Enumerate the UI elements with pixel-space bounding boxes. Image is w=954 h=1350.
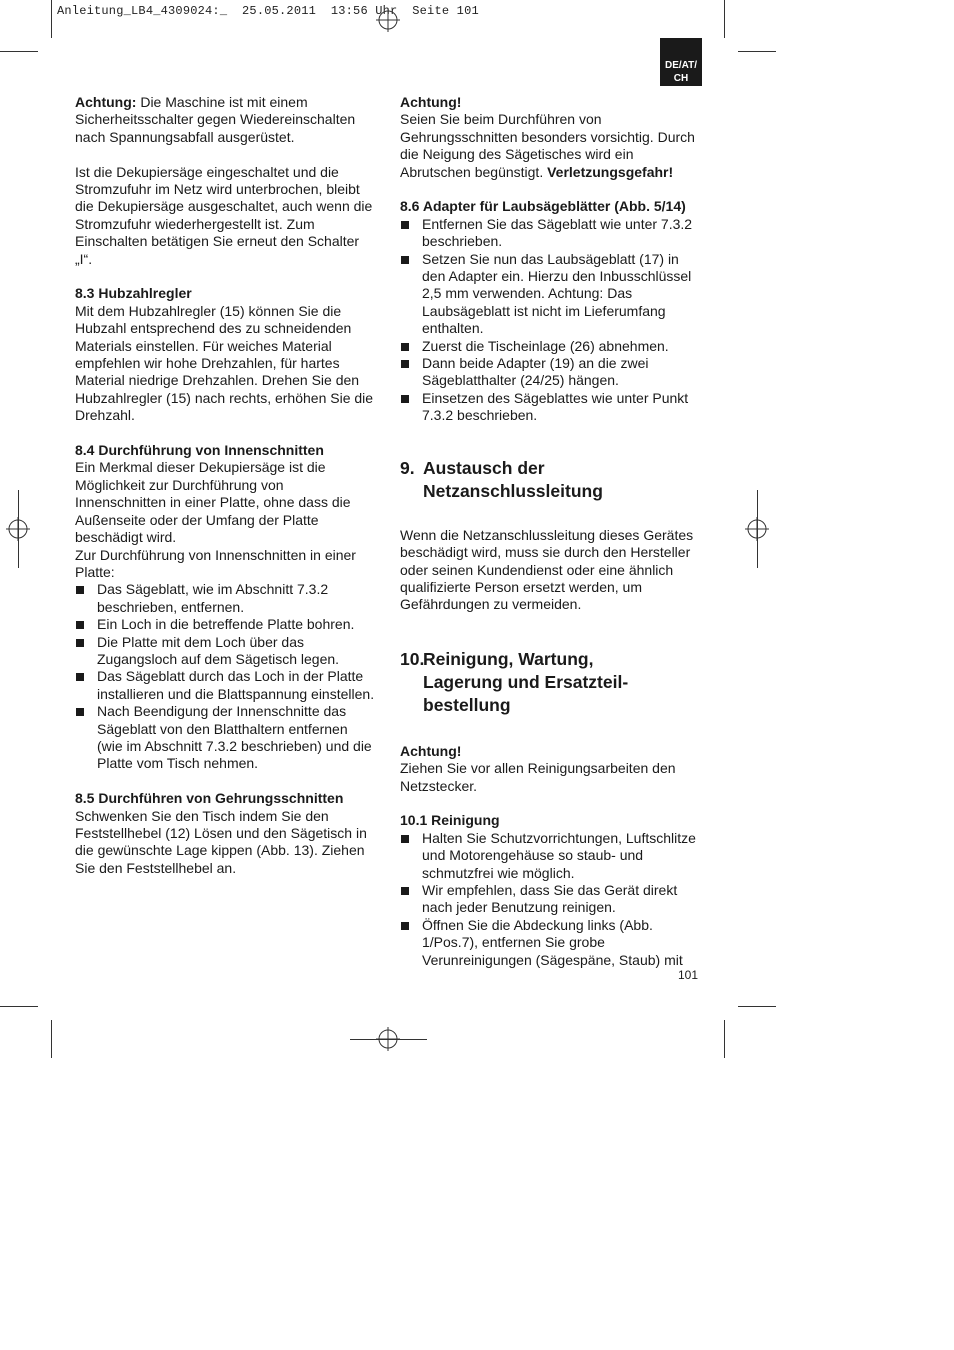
language-tab (660, 38, 702, 86)
chapter-9-text: Wenn die Netzanschlussleitung dieses Gerätes beschädigt wird, muss sie durch den Hersteller oder seinen Kundendienst oder eine ähnlich qualifizierte Person ersetzt werden, um Gefährdungen zu vermeiden. (400, 526, 694, 613)
chapter-10-title: Reinigung, Wartung, Lagerung und Ersatzteil- bestellung (423, 648, 629, 715)
miter-warning-text: Seien Sie beim Durchführen von Gehrungsschnitten besonders vorsichtig. Durch die Neigung des Sägetisches wird ein Abrutschen begünstigt. (400, 111, 695, 180)
list-item: Wir empfehlen, dass Sie das Gerät direkt nach jeder Benutzung reinigen. (400, 882, 705, 917)
section-8-4-intro: Zur Durchführung von Innenschnitten in einer Platte: (75, 546, 356, 580)
list-item: Setzen Sie nun das Laubsägeblatt (17) in den Adapter ein. Hierzu den Inbusschlüssel 2,5 mm verwenden. Achtung: Das Laubsägeblatt ist nicht im Lieferumfang enthalten. (400, 251, 705, 338)
language-tab-line1: DE/AT/ (664, 60, 698, 71)
restart-note: Ist die Dekupiersäge eingeschaltet und die Stromzufuhr im Netz wird unterbrochen, bleibt die Dekupiersäge ausgeschaltet, auch wenn die Stromzufuhr wiederhergestellt ist. Zum Einschalten betätigen Sie erneut den Schalter „I“. (75, 163, 373, 267)
list-item: Das Sägeblatt, wie im Abschnitt 7.3.2 beschrieben, entfernen. (75, 581, 375, 616)
list-item: Einsetzen des Sägeblattes wie unter Punkt 7.3.2 beschrieben. (400, 390, 705, 425)
list-item: Entfernen Sie das Sägeblatt wie unter 7.3.2 beschrieben. (400, 216, 705, 251)
crop-mark-top-left-v (51, 0, 52, 38)
section-8-3-text: Mit dem Hubzahlregler (15) können Sie die Hubzahl entsprechend des zu schneidenden Materials einstellen. Für weiches Material empfehlen wir hohe Drehzahlen, für hartes Material niedrige Drehzahlen. Drehen Sie den Hubzahlregler (15) nach rechts, erhöhen Sie die Drehzahl. (75, 302, 374, 424)
left-column (75, 94, 375, 877)
crop-mark-top-left-h (0, 51, 38, 52)
chapter-9-heading (400, 457, 705, 503)
section-8-3-title: 8.3 Hubzahlregler (75, 285, 192, 302)
achtung-text: Die Maschine ist mit einem Sicherheitsschalter gegen Wiedereinschalten nach Spannungsabfall ausgerüstet. (75, 94, 356, 145)
registration-line-left (18, 490, 19, 568)
list-item: Das Sägeblatt durch das Loch in der Platte installieren und die Blattspannung einstellen. (75, 668, 375, 703)
crop-mark-bottom-left-h (0, 1006, 38, 1007)
chapter-9-number: 9. (400, 457, 415, 478)
registration-line-bottom (350, 1039, 427, 1040)
section-8-4-text: Ein Merkmal dieser Dekupiersäge ist die Möglichkeit zur Durchführung von Innenschnitten in einer Platte, ohne dass die Außenseite oder der Umfang der Platte beschädigt wird. (75, 459, 351, 546)
section-8-6-list (400, 216, 705, 425)
list-item: Öffnen Sie die Abdeckung links (Abb. 1/Pos.7), entfernen Sie grobe Verunreinigungen (Sägespäne, Staub) mit (400, 917, 705, 969)
list-item: Halten Sie Schutzvorrichtungen, Luftschlitze und Motorengehäuse so staub- und schmutzfrei wie möglich. (400, 830, 705, 882)
right-column (400, 94, 705, 969)
list-item: Die Platte mit dem Loch über das Zugangsloch auf dem Sägetisch legen. (75, 634, 375, 669)
chapter-10-heading (400, 648, 705, 717)
achtung-label: Achtung! (400, 742, 462, 759)
miter-warning (400, 111, 705, 181)
registration-line-right (757, 490, 758, 568)
page-number: 101 (678, 968, 699, 982)
section-8-5-text: Schwenken Sie den Tisch indem Sie den Feststellhebel (12) Lösen und den Sägetisch in die gewünschte Lage kippen (Abb. 13). Ziehen Sie den Feststellhebel an. (75, 807, 367, 876)
chapter-10-number: 10. (400, 648, 425, 669)
print-slug: Anleitung_LB4_4309024:_ 25.05.2011 13:56 Uhr Seite 101 (57, 4, 479, 18)
language-tab-line2: CH (673, 73, 689, 84)
section-8-5-title: 8.5 Durchführen von Gehrungsschnitten (75, 790, 344, 807)
list-item: Nach Beendigung der Innenschnitte das Sägeblatt von den Blatthaltern entfernen (wie im Abschnitt 7.3.2 beschrieben) und die Platte vom Tisch nehmen. (75, 703, 375, 773)
crop-mark-top-right-h (738, 51, 776, 52)
crop-mark-bottom-right-h (738, 1006, 776, 1007)
crop-mark-top-right-v (724, 0, 725, 38)
achtung-label: Achtung! (400, 94, 462, 110)
injury-warning: Verletzungsgefahr! (547, 163, 674, 180)
safety-note (75, 94, 375, 146)
cleaning-warning: Ziehen Sie vor allen Reinigungsarbeiten den Netzstecker. (400, 760, 676, 794)
registration-mark-top (376, 8, 400, 32)
chapter-9-title: Austausch der Netzanschlussleitung (423, 457, 603, 501)
section-10-1-list (400, 830, 705, 969)
section-8-4-title: 8.4 Durchführung von Innenschnitten (75, 442, 324, 459)
section-10-1-title: 10.1 Reinigung (400, 812, 500, 829)
section-8-6-title: 8.6 Adapter für Laubsägeblätter (Abb. 5/14) (400, 198, 686, 215)
crop-mark-bottom-left-v (51, 1020, 52, 1058)
section-8-4-list (75, 581, 375, 772)
crop-mark-bottom-right-v (724, 1020, 725, 1058)
achtung-label: Achtung: (75, 94, 137, 110)
list-item: Dann beide Adapter (19) an die zwei Sägeblatthalter (24/25) hängen. (400, 355, 705, 390)
list-item: Zuerst die Tischeinlage (26) abnehmen. (400, 338, 705, 355)
list-item: Ein Loch in die betreffende Platte bohren. (75, 616, 375, 633)
